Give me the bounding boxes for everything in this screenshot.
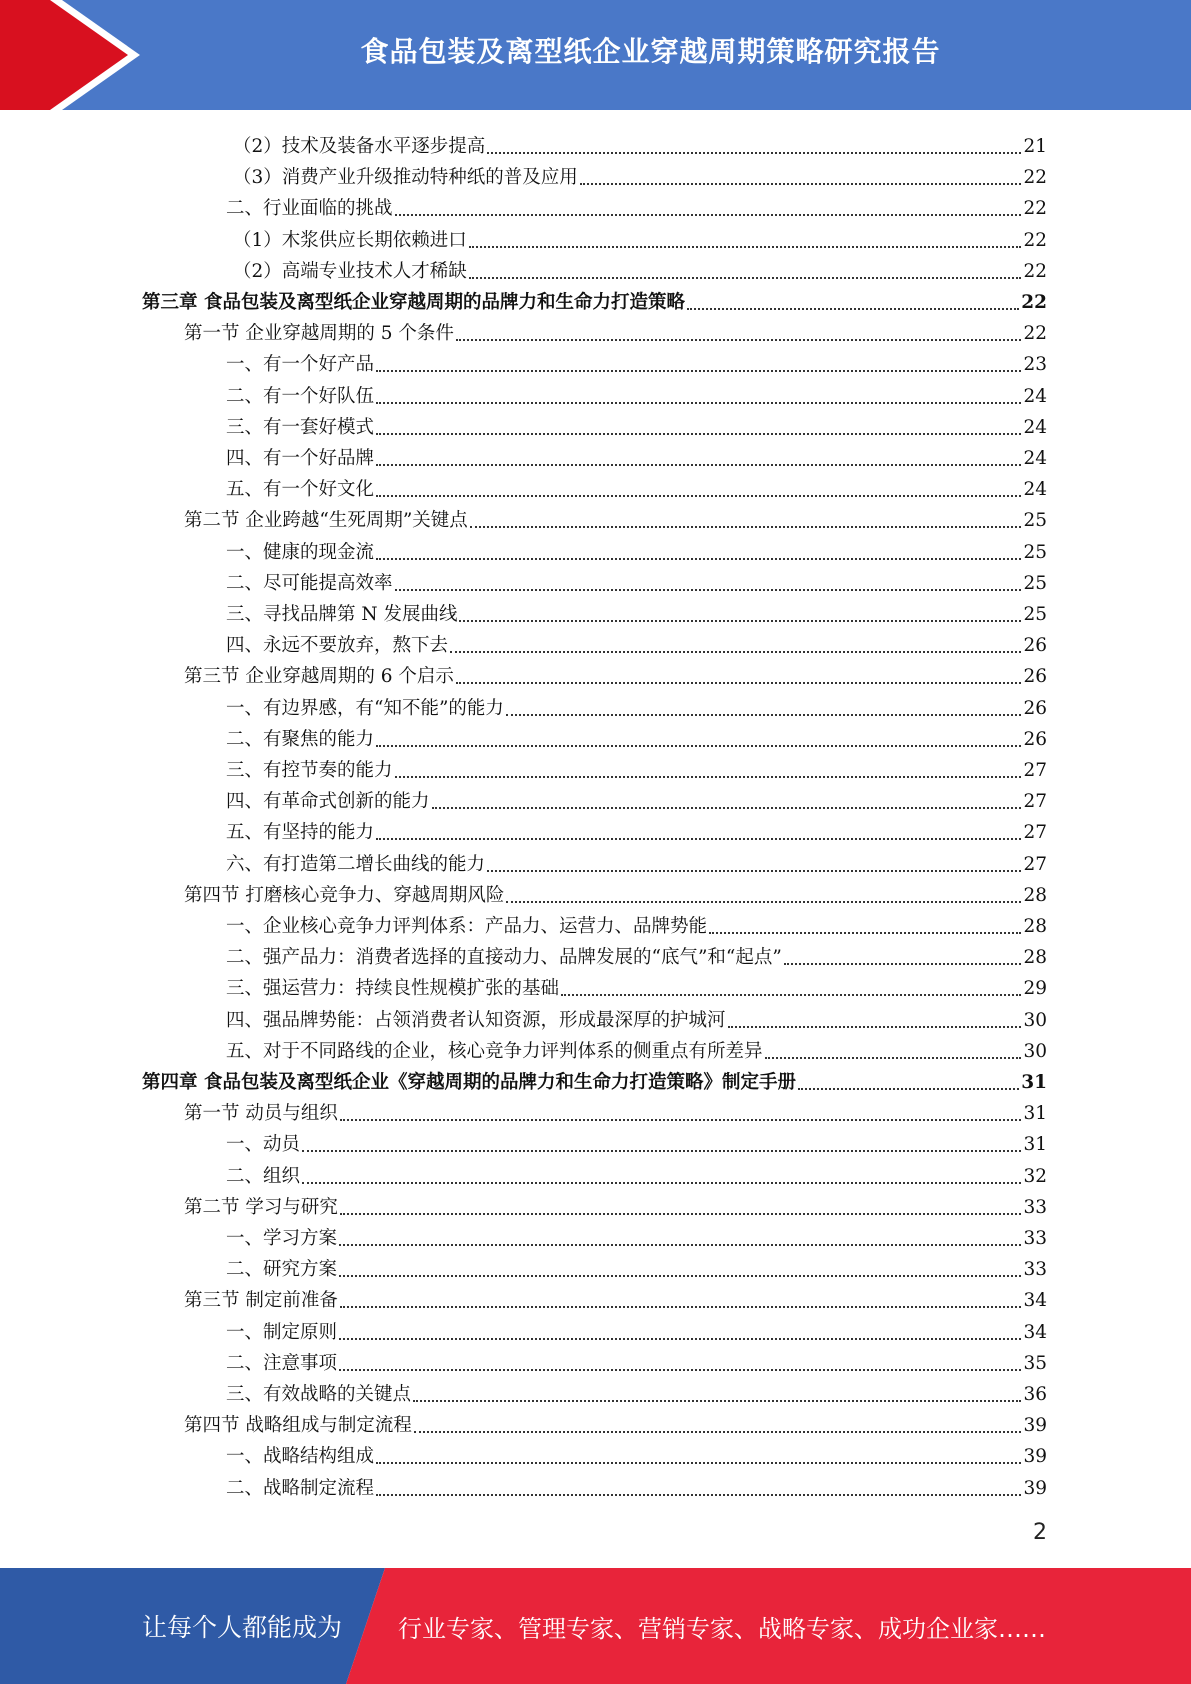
toc-entry[interactable] — [184, 1189, 1047, 1219]
toc-entry-page: 24 — [1023, 385, 1047, 407]
toc-entry-title: 一、企业核心竞争力评判体系：产品力、运营力、品牌势能 — [226, 916, 708, 937]
toc-entry-page: 32 — [1023, 1165, 1047, 1187]
toc-entry[interactable] — [226, 908, 1047, 938]
toc-entry[interactable] — [226, 346, 1047, 376]
toc-dot-leader — [340, 1119, 1022, 1121]
toc-entry-title: 二、注意事项 — [226, 1352, 338, 1374]
toc-entry-title: 二、组织 — [226, 1165, 301, 1187]
toc-dot-leader — [487, 870, 1021, 872]
toc-dot-leader — [340, 1306, 1022, 1308]
toc-entry-page: 21 — [1023, 136, 1047, 157]
toc-entry[interactable] — [184, 502, 1047, 532]
toc-entry-title: 第二节 学习与研究 — [184, 1196, 338, 1218]
toc-entry-page: 39 — [1023, 1477, 1047, 1499]
toc-entry[interactable] — [226, 409, 1047, 439]
toc-entry[interactable] — [226, 939, 1047, 969]
toc-entry-title: 五、有坚持的能力 — [226, 822, 375, 844]
toc-entry[interactable] — [226, 1376, 1047, 1406]
toc-entry-page: 35 — [1023, 1352, 1047, 1374]
toc-entry[interactable] — [184, 1095, 1047, 1125]
toc-dot-leader — [376, 464, 1021, 466]
toc-entry-page: 22 — [1023, 167, 1047, 189]
toc-entry-title: 五、对于不同路线的企业，核心竞争力评判体系的侧重点有所差异 — [226, 1040, 763, 1062]
toc-entry-page: 27 — [1023, 760, 1047, 781]
toc-entry[interactable] — [226, 752, 1047, 782]
toc-entry[interactable] — [226, 1314, 1047, 1344]
toc-entry-title: 第四章 食品包装及离型纸企业《穿越周期的品牌力和生命力打造策略》制定手册 — [142, 1072, 796, 1093]
toc-entry[interactable] — [226, 596, 1047, 626]
toc-entry[interactable] — [226, 1158, 1047, 1188]
toc-entry[interactable] — [226, 690, 1047, 720]
toc-entry[interactable] — [233, 222, 1047, 252]
toc-dot-leader — [395, 776, 1022, 778]
toc-dot-leader — [687, 308, 1019, 310]
toc-entry-title: 第二节 企业跨越“生死周期”关键点 — [184, 510, 468, 532]
toc-entry-page: 36 — [1023, 1384, 1047, 1405]
toc-entry[interactable] — [226, 378, 1047, 408]
toc-entry-page: 28 — [1023, 916, 1047, 937]
toc-entry-title: 一、学习方案 — [226, 1228, 338, 1249]
toc-dot-leader — [376, 495, 1021, 497]
toc-dot-leader — [506, 901, 1021, 903]
toc-entry-title: 三、有控节奏的能力 — [226, 760, 393, 781]
toc-entry-page: 23 — [1023, 354, 1047, 376]
toc-entry-title: 二、行业面临的挑战 — [226, 198, 393, 220]
toc-entry-title: 二、强产品力：消费者选择的直接动力、品牌发展的“底气”和“起点” — [226, 947, 782, 969]
toc-dot-leader — [456, 339, 1022, 341]
toc-entry-title: 一、制定原则 — [226, 1321, 338, 1343]
toc-entry[interactable] — [226, 783, 1047, 813]
toc-dot-leader — [469, 246, 1022, 248]
toc-dot-leader — [395, 589, 1022, 591]
toc-entry[interactable] — [226, 721, 1047, 751]
toc-entry-title: （1）木浆供应长期依赖进口 — [233, 229, 467, 251]
toc-entry-title: 三、有效战略的关键点 — [226, 1384, 412, 1405]
toc-entry-page: 25 — [1023, 604, 1047, 625]
toc-dot-leader — [456, 682, 1022, 684]
toc-dot-leader — [432, 807, 1022, 809]
toc-entry-title: 一、战略结构组成 — [226, 1446, 375, 1468]
toc-entry-page: 28 — [1023, 947, 1047, 969]
toc-entry[interactable] — [226, 1220, 1047, 1250]
toc-dot-leader — [339, 1369, 1021, 1371]
toc-dot-leader — [376, 1462, 1021, 1464]
toc-entry[interactable] — [226, 534, 1047, 564]
toc-entry[interactable] — [226, 440, 1047, 470]
toc-entry-title: 五、有一个好文化 — [226, 479, 375, 501]
toc-entry-title: 一、有一个好产品 — [226, 354, 375, 376]
toc-dot-leader — [339, 1338, 1021, 1340]
toc-dot-leader — [561, 994, 1021, 996]
toc-dot-leader — [506, 714, 1022, 716]
toc-dot-leader — [469, 277, 1022, 279]
toc-entry-page: 30 — [1023, 1009, 1047, 1031]
toc-dot-leader — [798, 1088, 1019, 1090]
toc-entry[interactable] — [226, 1438, 1047, 1468]
toc-entry-title: 二、战略制定流程 — [226, 1477, 375, 1499]
toc-entry-title: 二、有一个好队伍 — [226, 385, 375, 407]
toc-dot-leader — [302, 1150, 1021, 1152]
toc-dot-leader — [450, 651, 1021, 653]
toc-entry[interactable] — [184, 1282, 1047, 1312]
toc-dot-leader — [376, 1494, 1021, 1496]
toc-entry-title: （2）技术及装备水平逐步提高 — [233, 136, 486, 157]
toc-entry[interactable] — [226, 970, 1047, 1000]
toc-entry-page: 25 — [1023, 510, 1047, 532]
toc-entry[interactable] — [226, 627, 1047, 657]
toc-entry-title: 第三章 食品包装及离型纸企业穿越周期的品牌力和生命力打造策略 — [142, 292, 685, 313]
toc-entry[interactable] — [233, 253, 1047, 283]
toc-entry[interactable] — [226, 1126, 1047, 1156]
toc-entry-page: 25 — [1023, 541, 1047, 563]
toc-entry[interactable] — [226, 1002, 1047, 1032]
toc-entry[interactable] — [184, 315, 1047, 345]
toc-entry[interactable] — [226, 1470, 1047, 1500]
toc-entry-title: 三、寻找品牌第 N 发展曲线 — [226, 604, 458, 625]
toc-entry-title: 四、强品牌势能：占领消费者认知资源，形成最深厚的护城河 — [226, 1009, 726, 1031]
toc-dot-leader — [414, 1431, 1022, 1433]
toc-dot-leader — [709, 932, 1021, 934]
toc-entry-page: 27 — [1023, 791, 1047, 813]
page-header — [0, 0, 1191, 110]
toc-entry-title: （2）高端专业技术人才稀缺 — [233, 260, 467, 282]
toc-dot-leader — [580, 183, 1022, 185]
toc-entry-title: 第三节 企业穿越周期的 6 个启示 — [184, 666, 454, 688]
toc-dot-leader — [376, 402, 1021, 404]
toc-entry-page: 31 — [1023, 1134, 1047, 1156]
toc-dot-leader — [413, 1400, 1021, 1402]
toc-entry[interactable] — [233, 128, 1047, 158]
toc-entry-title: 第一节 企业穿越周期的 5 个条件 — [184, 323, 454, 345]
toc-entry-title: 二、研究方案 — [226, 1259, 338, 1281]
toc-entry[interactable] — [226, 471, 1047, 501]
toc-entry-title: （3）消费产业升级推动特种纸的普及应用 — [233, 167, 578, 189]
toc-entry-page: 33 — [1023, 1259, 1047, 1281]
toc-dot-leader — [728, 1026, 1022, 1028]
toc-entry-title: 二、有聚焦的能力 — [226, 728, 375, 750]
toc-entry-page: 26 — [1023, 728, 1047, 750]
toc-entry-page: 29 — [1023, 978, 1047, 1000]
toc-entry[interactable] — [184, 658, 1047, 688]
toc-entry-page: 22 — [1023, 260, 1047, 282]
toc-entry-title: 四、有革命式创新的能力 — [226, 791, 430, 813]
toc-dot-leader — [395, 214, 1022, 216]
toc-entry-title: 二、尽可能提高效率 — [226, 572, 393, 594]
toc-entry-page: 34 — [1023, 1321, 1047, 1343]
toc-entry-page: 25 — [1023, 572, 1047, 594]
toc-entry-page: 33 — [1023, 1196, 1047, 1218]
toc-dot-leader — [459, 620, 1021, 622]
toc-dot-leader — [470, 526, 1022, 528]
toc-entry-title: 一、有边界感，有“知不能”的能力 — [226, 697, 504, 719]
page-title: 食品包装及离型纸企业穿越周期策略研究报告 — [360, 35, 941, 68]
toc-entry[interactable] — [184, 877, 1047, 907]
toc-dot-leader — [376, 558, 1021, 560]
footer-slogan-right: 行业专家、管理专家、营销专家、战略专家、成功企业家…… — [398, 1614, 1046, 1643]
toc-entry[interactable] — [184, 1407, 1047, 1437]
toc-entry[interactable] — [226, 846, 1047, 876]
toc-dot-leader — [376, 838, 1021, 840]
toc-entry-page: 31 — [1023, 1103, 1047, 1125]
toc-entry[interactable] — [226, 1033, 1047, 1063]
toc-entry-page: 31 — [1021, 1072, 1047, 1093]
toc-entry-title: 三、强运营力：持续良性规模扩张的基础 — [226, 978, 560, 1000]
toc-dot-leader — [487, 152, 1021, 154]
toc-entry-page: 26 — [1023, 635, 1047, 657]
toc-entry-title: 四、永远不要放弃，熬下去 — [226, 635, 449, 657]
toc-entry-title: 六、有打造第二增长曲线的能力 — [226, 853, 486, 875]
toc-entry[interactable] — [226, 814, 1047, 844]
toc-dot-leader — [376, 433, 1021, 435]
toc-dot-leader — [339, 1275, 1021, 1277]
toc-dot-leader — [339, 1244, 1021, 1246]
toc-entry-page: 22 — [1021, 292, 1047, 313]
toc-entry-page: 34 — [1023, 1290, 1047, 1312]
toc-dot-leader — [340, 1213, 1022, 1215]
toc-entry-page: 33 — [1023, 1228, 1047, 1249]
toc-entry-page: 26 — [1023, 666, 1047, 688]
toc-entry-title: 第四节 战略组成与制定流程 — [184, 1415, 412, 1437]
toc-entry-title: 四、有一个好品牌 — [226, 448, 375, 469]
toc-entry-title: 三、有一套好模式 — [226, 416, 375, 438]
toc-entry-title: 一、健康的现金流 — [226, 541, 375, 563]
toc-dot-leader — [376, 370, 1021, 372]
toc-entry-page: 27 — [1023, 822, 1047, 844]
toc-entry-page: 26 — [1023, 697, 1047, 719]
toc-entry-title: 第三节 制定前准备 — [184, 1290, 338, 1312]
toc-entry-page: 30 — [1023, 1040, 1047, 1062]
toc-dot-leader — [302, 1182, 1021, 1184]
toc-dot-leader — [765, 1057, 1022, 1059]
toc-entry[interactable] — [226, 565, 1047, 595]
toc-entry[interactable] — [226, 1251, 1047, 1281]
page-footer — [0, 1568, 1191, 1684]
toc-entry-page: 22 — [1023, 229, 1047, 251]
toc-entry[interactable] — [142, 1064, 1047, 1094]
toc-entry-page: 39 — [1023, 1446, 1047, 1468]
toc-dot-leader — [784, 963, 1022, 965]
toc-entry-page: 22 — [1023, 323, 1047, 345]
toc-entry-page: 28 — [1023, 884, 1047, 906]
toc-dot-leader — [376, 745, 1021, 747]
toc-entry-page: 27 — [1023, 853, 1047, 875]
toc-entry-page: 24 — [1023, 416, 1047, 438]
toc-entry-page: 39 — [1023, 1415, 1047, 1437]
toc-entry-page: 22 — [1023, 198, 1047, 220]
toc-entry-title: 第四节 打磨核心竞争力、穿越周期风险 — [184, 884, 505, 906]
footer-slogan-left: 让每个人都能成为 — [142, 1613, 343, 1642]
toc-entry[interactable] — [142, 284, 1047, 314]
toc-entry-page: 24 — [1023, 448, 1047, 469]
page-number: 2 — [1033, 1520, 1047, 1545]
toc-entry-page: 24 — [1023, 479, 1047, 501]
toc-entry[interactable] — [233, 159, 1047, 189]
toc-entry[interactable] — [226, 1345, 1047, 1375]
toc-entry-title: 第一节 动员与组织 — [184, 1103, 338, 1125]
toc-entry[interactable] — [226, 190, 1047, 220]
toc-entry-title: 一、动员 — [226, 1134, 301, 1156]
